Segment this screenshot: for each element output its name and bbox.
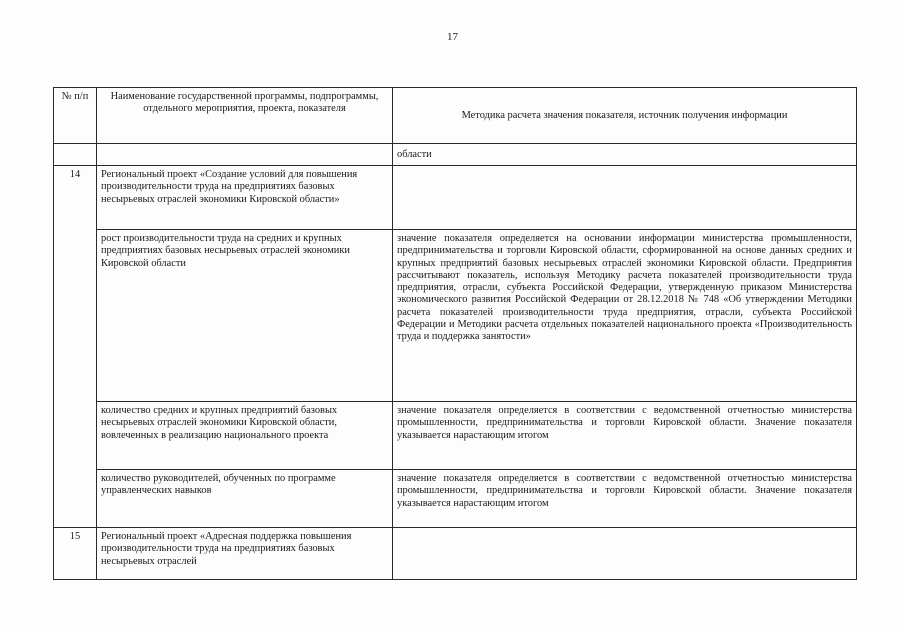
header-number: № п/п: [54, 88, 97, 144]
row-method: [393, 166, 857, 230]
row-number: [54, 470, 97, 528]
table-row: [54, 166, 857, 230]
row-method: области: [393, 144, 857, 166]
row-name: Региональный проект «Создание условий для повышения производительности труда на предприятиях базовых несырьевых отраслей экономики Кировской области»: [97, 166, 393, 230]
row-name: [97, 144, 393, 166]
row-method: значение показателя определяется в соответствии с ведомственной отчетностью министерства промышленности, предпринимательства и торговли Кировской области. Значение показателя указывается нарастающим итогом: [393, 470, 857, 528]
table-header-row: [54, 88, 857, 144]
row-number: 15: [54, 528, 97, 580]
table-row: [54, 230, 857, 402]
header-method: Методика расчета значения показателя, источник получения информации: [393, 88, 857, 144]
table-row: [54, 470, 857, 528]
row-number: [54, 402, 97, 470]
row-number: 14: [54, 166, 97, 230]
row-name: количество средних и крупных предприятий базовых несырьевых отраслей экономики Кировской области, вовлеченных в реализацию национального проекта: [97, 402, 393, 470]
methodology-table: [53, 87, 857, 580]
table-row: [54, 144, 857, 166]
row-name: рост производительности труда на средних и крупных предприятиях базовых несырьевых отраслей экономики Кировской области: [97, 230, 393, 402]
table-row: [54, 402, 857, 470]
row-method: значение показателя определяется на основании информации министерства промышленности, предпринимательства и торговли Кировской области, сформированной на основе данных средних и крупных предприятий базовых несырьевых отраслей экономики Кировской области. Предприятия рассчитывают показатель, используя Методику расчета показателей производительности труда предприятия, отрасли, субъекта Российской Федерации, утвержденную приказом Министерства экономического развития Российской Федерации от 28.12.2018 № 748 «Об утверждении Методики расчета показателей производительности труда предприятия, отрасли, субъекта Российской Федерации и Методики расчета отдельных показателей национального проекта «Производительность труда и поддержка занятости»: [393, 230, 857, 402]
table-row: [54, 528, 857, 580]
row-name: Региональный проект «Адресная поддержка повышения производительности труда на предприятиях базовых несырьевых отраслей: [97, 528, 393, 580]
row-name: количество руководителей, обученных по программе управленческих навыков: [97, 470, 393, 528]
row-method: [393, 528, 857, 580]
row-number: [54, 230, 97, 402]
header-name: Наименование государственной программы, подпрограммы, отдельного мероприятия, проекта, показателя: [97, 88, 393, 144]
row-number: [54, 144, 97, 166]
row-method: значение показателя определяется в соответствии с ведомственной отчетностью министерства промышленности, предпринимательства и торговли Кировской области. Значение показателя указывается нарастающим итогом: [393, 402, 857, 470]
page-number: 17: [447, 31, 458, 43]
